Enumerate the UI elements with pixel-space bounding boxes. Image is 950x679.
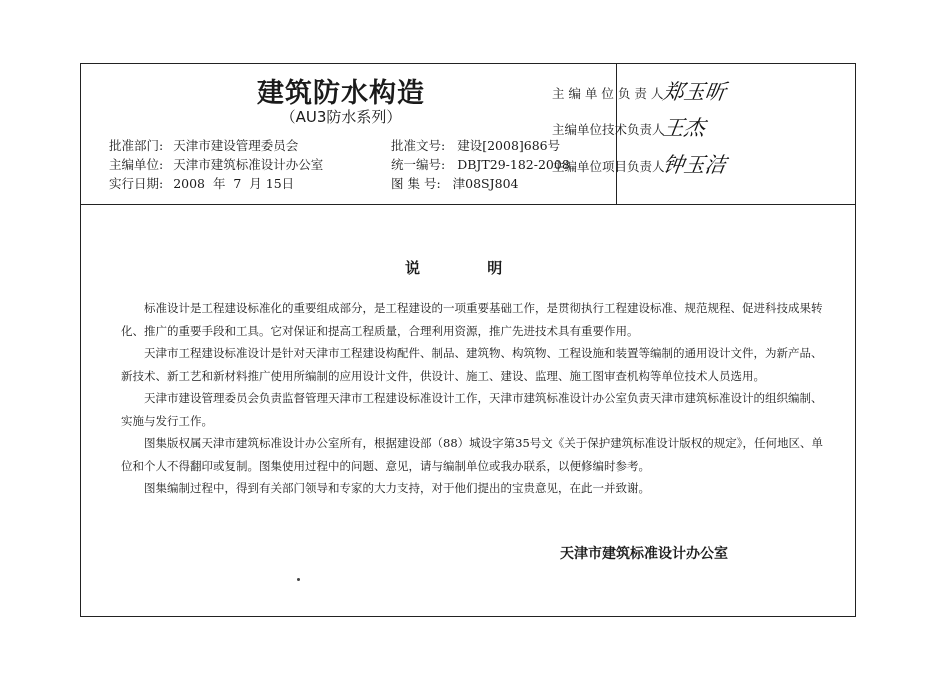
unified-no-row [391, 156, 570, 174]
heading-char-1: 说 [405, 259, 421, 277]
approval-dept-label: 批准部门: [109, 138, 164, 153]
effective-date-value: 2008 年 7 月 15日 [173, 176, 295, 191]
chief-unit-label: 主编单位: [109, 157, 164, 172]
approval-doc-value: 建设[2008]686号 [457, 138, 561, 153]
section-heading [405, 257, 502, 278]
approval-doc-row [391, 137, 560, 155]
chief-unit-value: 天津市建筑标准设计办公室 [173, 157, 324, 172]
chief-unit-row [109, 156, 323, 174]
signature-project: 钟玉洁 [661, 153, 728, 177]
notes-body [121, 297, 833, 500]
paragraph: 天津市工程建设标准设计是针对天津市工程建设构配件、制品、建筑物、构筑物、工程设施和装置等编制的通用设计文件，为新产品、新技术、新工艺和新材料推广使用所编制的应用设计文件，供设计、施工、建设、监理、施工图审查机构等单位技术人员选用。 [121, 346, 823, 383]
effective-date-label: 实行日期: [109, 176, 164, 191]
unified-no-value: DBJT29-182-2008 [457, 157, 570, 172]
technical-head-label: 主编单位技术负责人 [552, 122, 665, 137]
atlas-no-value: 津08SJ804 [452, 176, 519, 191]
approval-doc-label: 批准文号: [391, 138, 446, 153]
effective-date-row [109, 175, 294, 193]
paragraph: 天津市建设管理委员会负责监督管理天津市工程建设标准设计工作，天津市建筑标准设计办公室负责天津市建筑标准设计的组织编制、实施与发行工作。 [121, 391, 823, 428]
issuing-office: 天津市建筑标准设计办公室 [560, 546, 728, 562]
signature-technical: 王杰 [661, 116, 707, 140]
approval-dept-value: 天津市建设管理委员会 [173, 138, 299, 153]
paragraph: 标准设计是工程建设标准化的重要组成部分，是工程建设的一项重要基础工作，是贯彻执行工程建设标准、规范规程、促进科技成果转化、推广的重要手段和工具。它对保证和提高工程质量，合理利用资源，推广先进技术具有重要作用。 [121, 301, 823, 338]
approval-dept-row [109, 137, 298, 155]
unified-no-label: 统一编号: [391, 157, 446, 172]
paragraph: 图集版权属天津市建筑标准设计办公室所有，根据建设部（88）城设字第35号文《关于保护建筑标准设计版权的规定》，任何地区、单位和个人不得翻印或复制。图集使用过程中的问题、意见，请与编制单位或我办联系，以便修编时参考。 [121, 436, 824, 473]
title-block [81, 64, 855, 205]
speck [297, 578, 300, 581]
paragraph: 图集编制过程中，得到有关部门领导和专家的大力支持，对于他们提出的宝贵意见，在此一并致谢。 [144, 481, 650, 495]
document-title: 建筑防水构造 [257, 78, 425, 109]
atlas-no-row [391, 175, 519, 193]
document-subtitle: （AU3防水系列） [280, 108, 402, 126]
project-head-label: 主编单位项目负责人 [552, 159, 665, 174]
heading-char-2: 明 [487, 259, 503, 277]
atlas-no-label: 图 集 号: [391, 176, 441, 191]
signature-chief: 郑玉昕 [661, 80, 728, 104]
chief-unit-head-label: 主 编 单 位 负 责 人 [552, 86, 664, 101]
